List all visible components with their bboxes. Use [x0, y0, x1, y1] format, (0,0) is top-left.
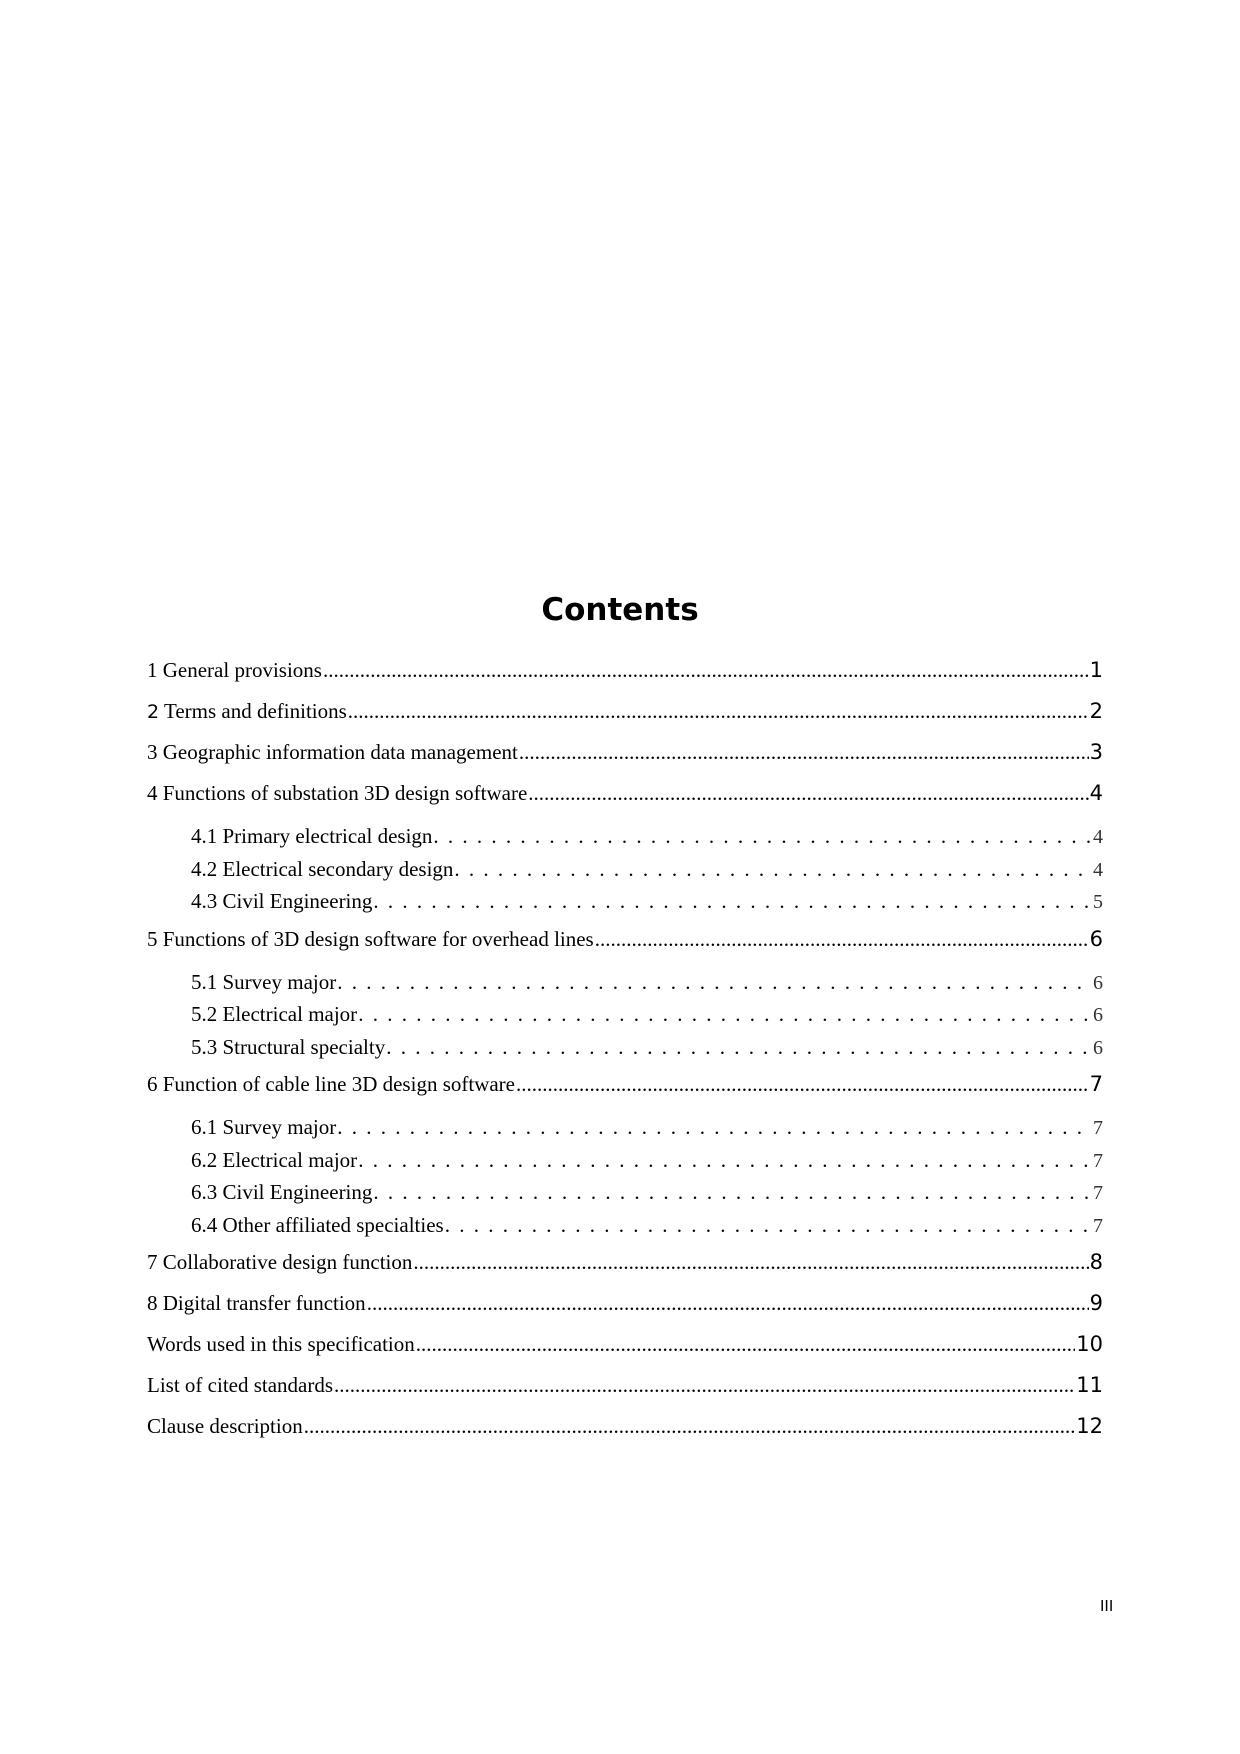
dot-leader	[367, 1291, 1089, 1316]
toc-entry-4-1[interactable]	[147, 824, 1103, 857]
toc-entry-1[interactable]	[147, 658, 1103, 699]
toc-entry-title: Electrical major	[222, 1002, 358, 1026]
table-of-contents	[147, 658, 1103, 1455]
dot-leader	[516, 1072, 1089, 1097]
dot-leader	[416, 1332, 1076, 1357]
toc-entry-page: 6	[1093, 1036, 1103, 1059]
dot-leader	[334, 1373, 1075, 1398]
toc-entry-page: 11	[1076, 1373, 1103, 1397]
toc-entry-number: 6.4	[191, 1212, 218, 1237]
dot-leader	[386, 1035, 1092, 1060]
toc-entry-page: 4	[1089, 781, 1103, 805]
toc-entry-title: Survey major	[222, 1115, 337, 1139]
toc-entry-number: 4.1	[191, 824, 218, 848]
toc-entry-page: 4	[1093, 858, 1103, 881]
toc-entry-clause-description[interactable]	[147, 1414, 1103, 1455]
dot-leader	[373, 889, 1092, 914]
toc-entry-page: 7	[1089, 1072, 1103, 1096]
toc-entry-8[interactable]	[147, 1291, 1103, 1332]
toc-entry-page: 9	[1089, 1291, 1103, 1315]
toc-entry-page: 2	[1089, 699, 1103, 723]
toc-entry-title: Geographic information data management	[162, 740, 518, 764]
dot-leader	[358, 1002, 1092, 1027]
toc-entry-6-4[interactable]	[147, 1213, 1103, 1246]
dot-leader	[304, 1414, 1076, 1439]
toc-entry-title: Functions of substation 3D design software	[162, 781, 528, 805]
toc-entry-title: General provisions	[162, 658, 322, 682]
page-title: Contents	[541, 592, 699, 628]
toc-entry-words-used[interactable]	[147, 1332, 1103, 1373]
toc-entry-number: 5	[147, 926, 158, 951]
dot-leader	[337, 1115, 1092, 1140]
toc-entry-number: 6.1	[191, 1115, 218, 1139]
dot-leader	[595, 927, 1089, 952]
toc-entry-number: 5.1	[191, 969, 218, 994]
toc-entry-3[interactable]	[147, 740, 1103, 781]
dot-leader	[358, 1148, 1092, 1173]
toc-entry-title: Electrical secondary design	[222, 856, 454, 881]
toc-entry-number: 1	[147, 658, 158, 682]
toc-entry-title: Survey major	[222, 969, 337, 994]
toc-entry-page: 8	[1089, 1250, 1103, 1274]
dot-leader	[519, 740, 1089, 765]
toc-entry-page: 3	[1089, 740, 1103, 764]
dot-leader	[337, 970, 1092, 995]
toc-entry-6-2[interactable]	[147, 1148, 1103, 1181]
toc-entry-title: Primary electrical design	[222, 824, 433, 848]
toc-entry-number: 3	[147, 740, 158, 764]
toc-entry-page: 5	[1093, 891, 1103, 913]
dot-leader	[445, 1213, 1092, 1238]
toc-entry-title: Electrical major	[222, 1147, 358, 1172]
toc-entry-5[interactable]	[147, 927, 1103, 968]
dot-leader	[373, 1180, 1092, 1205]
toc-entry-title: Digital transfer function	[162, 1291, 366, 1315]
toc-entry-title: Civil Engineering	[222, 1180, 373, 1204]
toc-entry-6[interactable]	[147, 1072, 1103, 1113]
toc-entry-page: 10	[1076, 1332, 1103, 1356]
toc-entry-5-3[interactable]	[147, 1035, 1103, 1068]
toc-entry-number: 2	[147, 701, 160, 723]
dot-leader	[413, 1250, 1088, 1275]
toc-entry-title: List of cited standards	[147, 1373, 334, 1397]
toc-entry-page: 6	[1093, 971, 1103, 994]
toc-entry-page: 7	[1093, 1117, 1103, 1139]
toc-entry-title: Collaborative design function	[162, 1250, 413, 1274]
toc-entry-number: 4	[147, 781, 158, 805]
toc-entry-number: 7	[147, 1250, 158, 1274]
toc-entry-title: Structural specialty	[222, 1034, 386, 1059]
toc-entry-5-1[interactable]	[147, 970, 1103, 1003]
toc-entry-number: 6.2	[191, 1147, 218, 1172]
toc-entry-title: Function of cable line 3D design software	[162, 1072, 515, 1096]
toc-entry-page: 7	[1093, 1214, 1103, 1237]
toc-entry-6-1[interactable]	[147, 1115, 1103, 1148]
toc-entry-page: 7	[1093, 1149, 1103, 1172]
dot-leader	[433, 824, 1092, 849]
toc-entry-4-2[interactable]	[147, 857, 1103, 890]
dot-leader	[323, 658, 1089, 683]
toc-entry-page: 6	[1093, 1004, 1103, 1026]
toc-entry-title: Civil Engineering	[222, 889, 373, 913]
toc-entry-page: 4	[1093, 826, 1103, 848]
toc-entry-number: 6	[147, 1072, 158, 1096]
page-number: III	[1100, 1597, 1114, 1615]
toc-entry-number: 8	[147, 1291, 158, 1315]
toc-entry-cited-standards[interactable]	[147, 1373, 1103, 1414]
toc-entry-7[interactable]	[147, 1250, 1103, 1291]
toc-entry-title: Clause description	[147, 1414, 303, 1438]
toc-entry-title: Other affiliated specialties	[222, 1212, 444, 1237]
toc-entry-title: Terms and definitions	[163, 699, 347, 723]
toc-entry-4-3[interactable]	[147, 889, 1103, 922]
dot-leader	[348, 699, 1089, 724]
toc-entry-5-2[interactable]	[147, 1002, 1103, 1035]
toc-entry-6-3[interactable]	[147, 1180, 1103, 1213]
toc-entry-number: 6.3	[191, 1180, 218, 1204]
toc-entry-2[interactable]	[147, 699, 1103, 740]
toc-entry-page: 12	[1076, 1414, 1103, 1438]
toc-entry-number: 5.2	[191, 1002, 218, 1026]
toc-entry-page: 6	[1089, 926, 1103, 951]
toc-entry-title: Words used in this specification	[147, 1332, 415, 1356]
toc-entry-number: 4.3	[191, 889, 218, 913]
dot-leader	[454, 857, 1092, 882]
toc-entry-title: Functions of 3D design software for overhead lines	[162, 926, 594, 951]
toc-entry-page: 1	[1089, 658, 1103, 682]
toc-entry-page: 7	[1093, 1182, 1103, 1204]
toc-entry-number: 4.2	[191, 856, 218, 881]
dot-leader	[528, 781, 1088, 806]
toc-entry-4[interactable]	[147, 781, 1103, 822]
toc-entry-number: 5.3	[191, 1034, 218, 1059]
